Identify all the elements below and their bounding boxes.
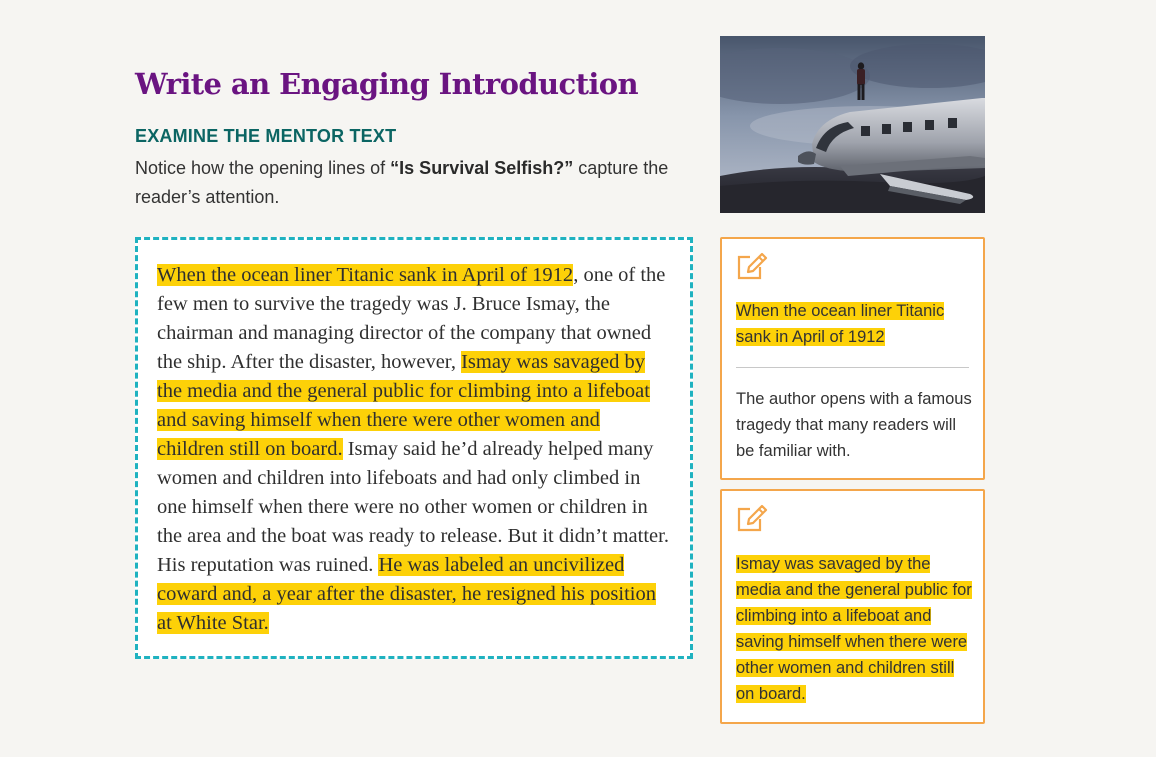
plane-wreck-illustration bbox=[720, 36, 985, 213]
highlight-3: He was labeled an uncivilized coward and, a year after the disaster, he resigned his position at White Star. bbox=[157, 554, 656, 634]
page-title: Write an Engaging Introduction bbox=[135, 67, 639, 101]
mentor-text-box bbox=[135, 237, 693, 659]
annotation-quote-1 bbox=[736, 298, 972, 350]
annotation-card-2 bbox=[720, 489, 985, 724]
section-subhead: EXAMINE THE MENTOR TEXT bbox=[135, 126, 397, 146]
mentor-text-title: “Is Survival Selfish?” bbox=[390, 158, 574, 178]
annotation-quote-2 bbox=[736, 551, 972, 707]
mentor-text-paragraph bbox=[157, 261, 671, 638]
highlight-2[interactable]: Ismay was savaged by the media and the general public for climbing into a lifeboat and saving himself when there were other women and children still on board. bbox=[157, 351, 650, 460]
intro-text bbox=[135, 154, 695, 212]
quote-highlight-2: Ismay was savaged by the media and the general public for climbing into a lifeboat and saving himself when there were other women and children still on board. bbox=[736, 555, 972, 703]
plane-wreck-photo bbox=[720, 36, 985, 213]
mentor-text-run-2: Ismay said he’d already helped many women and children into lifeboats and had only climbed in one himself when there were no other women or children in the area and the boat was ready to release. But it didn’t matter. His reputation was ruined. bbox=[157, 438, 669, 576]
edit-note-icon bbox=[736, 251, 768, 281]
highlight-1[interactable]: When the ocean liner Titanic sank in April of 1912 bbox=[157, 264, 574, 286]
annotation-card-1 bbox=[720, 237, 985, 480]
mentor-text-run-1: , one of the few men to survive the tragedy was J. Bruce Ismay, the chairman and managing director of the company that owned the ship. After the disaster, however, bbox=[157, 264, 666, 373]
annotation-divider bbox=[736, 367, 969, 368]
intro-text-start: Notice how the opening lines of bbox=[135, 158, 391, 178]
quote-highlight-1: When the ocean liner Titanic sank in April of 1912 bbox=[736, 302, 945, 346]
edit-note-icon bbox=[736, 503, 768, 533]
intro-text-end: capture the reader’s attention. bbox=[135, 158, 669, 207]
annotation-comment-1: The author opens with a famous tragedy that many readers will be familiar with. bbox=[736, 390, 972, 460]
